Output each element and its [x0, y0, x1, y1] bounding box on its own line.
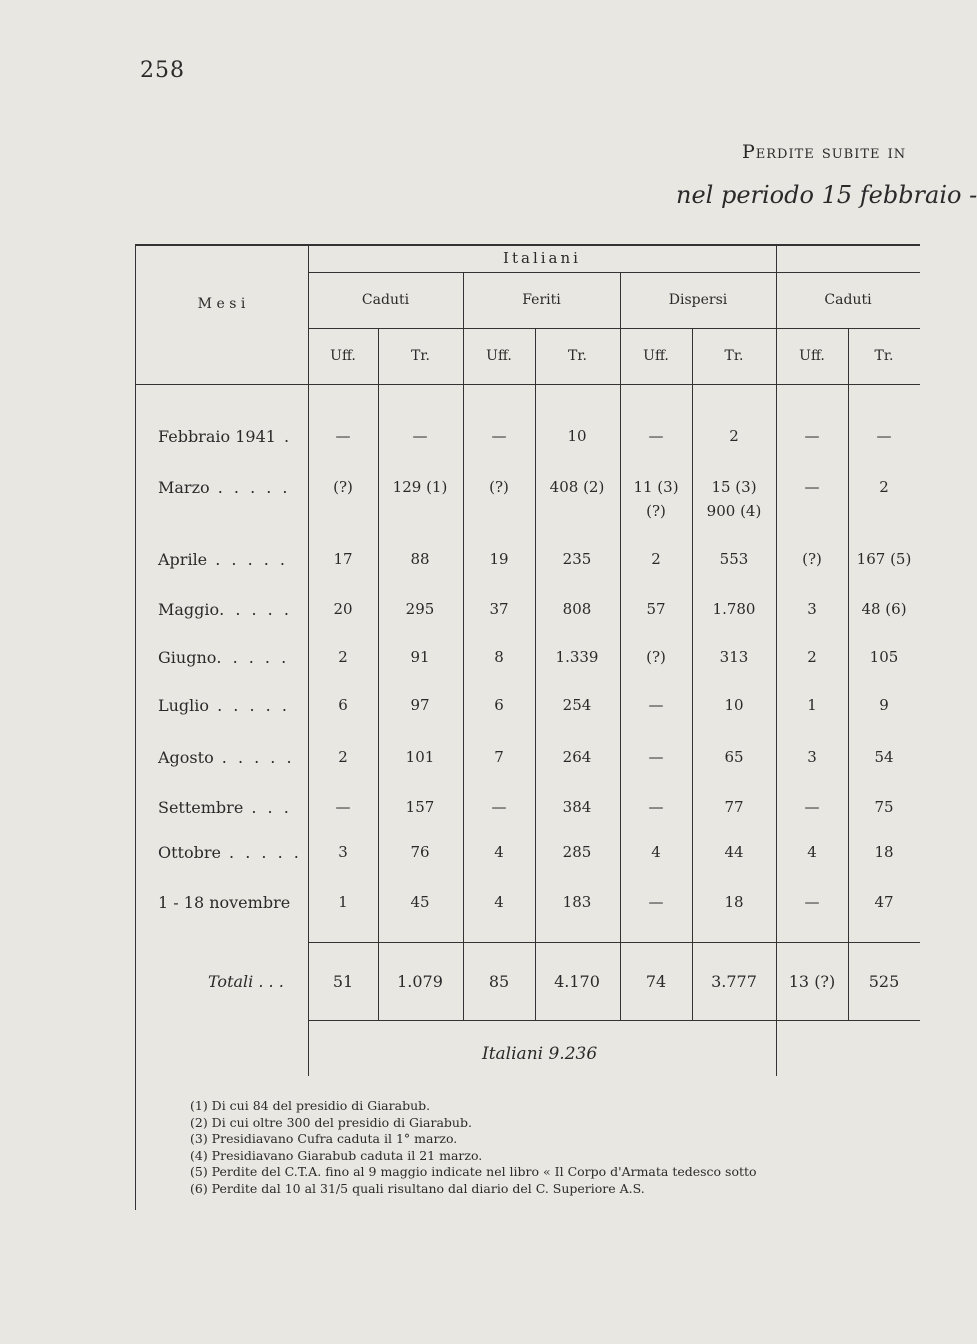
- table-cell-secondary: 900 (4): [706, 502, 762, 520]
- row-month-leader: . . . . .: [209, 478, 291, 497]
- header-tr: Tr.: [724, 348, 744, 364]
- page-title: Perdite subite in: [742, 141, 907, 163]
- header-rule-groups-right: [776, 272, 920, 273]
- table-cell: 4: [494, 843, 504, 861]
- header-caduti: Caduti: [361, 292, 410, 308]
- page-subtitle: nel periodo 15 febbraio -: [676, 181, 977, 209]
- table-cell: —: [491, 427, 507, 445]
- footnotes: [190, 1098, 920, 1197]
- table-cell: 2: [807, 648, 817, 666]
- table-cell: —: [804, 427, 820, 445]
- totals-cell: 4.170: [554, 972, 600, 991]
- row-month: [158, 648, 289, 667]
- row-month-label: Ottobre: [158, 843, 221, 862]
- totals-cell: 13 (?): [788, 972, 836, 991]
- table-cell: 65: [724, 748, 744, 766]
- table-cell: 553: [719, 550, 749, 568]
- table-cell: 76: [410, 843, 430, 861]
- table-cell: 129 (1): [392, 478, 448, 496]
- table-cell: 88: [410, 550, 430, 568]
- table-cell: 57: [646, 600, 666, 618]
- table-cell: 2: [729, 427, 739, 445]
- totals-rule: [308, 942, 920, 943]
- table-cell: 313: [719, 648, 749, 666]
- row-month-label: Maggio: [158, 600, 220, 619]
- table-cell: 157: [405, 798, 435, 816]
- footnote: (4) Presidiavano Giarabub caduta il 21 marzo.: [190, 1147, 483, 1163]
- table-cell: 7: [494, 748, 504, 766]
- table-cell: 1.339: [555, 648, 599, 666]
- column-rule-2: [378, 328, 379, 1020]
- table-cell: 295: [405, 600, 435, 618]
- table-cell-secondary: (?): [646, 502, 666, 520]
- column-rule-6: [692, 328, 693, 1020]
- totals-label: Totali . . .: [208, 972, 284, 991]
- row-month-leader: . . . . .: [219, 600, 292, 619]
- table-cell: 37: [489, 600, 509, 618]
- footnote: (2) Di cui oltre 300 del presidio di Giarabub.: [190, 1114, 472, 1130]
- totals-bottom-rule: [308, 1020, 920, 1021]
- table-cell: 6: [338, 696, 348, 714]
- row-month-leader: . . . . .: [220, 843, 302, 862]
- table-cell: —: [648, 696, 664, 714]
- row-month-label: Febbraio 1941: [158, 427, 276, 446]
- column-rule-8: [848, 328, 849, 1020]
- table-cell: 8: [494, 648, 504, 666]
- table-cell: 18: [724, 893, 744, 911]
- table-cell: —: [804, 478, 820, 496]
- table-cell: —: [804, 798, 820, 816]
- table-cell: 264: [562, 748, 592, 766]
- table-cell: 101: [405, 748, 435, 766]
- table-top-rule: [135, 244, 920, 246]
- table-cell: 17: [333, 550, 353, 568]
- table-cell: 75: [874, 798, 894, 816]
- header-tr: Tr.: [411, 348, 430, 364]
- row-month-label: Giugno: [158, 648, 217, 667]
- table-cell: 20: [333, 600, 353, 618]
- table-cell: 6: [494, 696, 504, 714]
- table-cell: —: [335, 798, 351, 816]
- table-cell: —: [648, 748, 664, 766]
- footnote: (6) Perdite dal 10 al 31/5 quali risultano dal diario del C. Superiore A.S.: [190, 1180, 645, 1196]
- row-month-label: Settembre: [158, 798, 244, 817]
- header-uff: Uff.: [330, 348, 356, 364]
- totals-cell: 74: [645, 972, 667, 991]
- table-cell: —: [876, 427, 892, 445]
- header-uff: Uff.: [799, 348, 825, 364]
- column-rule-3: [463, 272, 464, 1020]
- table-cell: —: [648, 798, 664, 816]
- row-month-label: Marzo: [158, 478, 210, 497]
- row-month: [158, 798, 292, 817]
- table-cell: 1: [338, 893, 348, 911]
- row-month: [158, 696, 290, 715]
- column-rule-7: [776, 244, 777, 1076]
- totals-cell: 1.079: [397, 972, 443, 991]
- table-cell: 254: [562, 696, 592, 714]
- table-cell: —: [491, 798, 507, 816]
- table-left-border: [135, 244, 136, 1210]
- row-month-leader: . . . . .: [216, 648, 290, 667]
- table-cell: 285: [562, 843, 592, 861]
- table-cell: 3: [807, 748, 817, 766]
- table-cell: 47: [874, 893, 894, 911]
- table-cell: 408 (2): [549, 478, 605, 496]
- table-cell: 384: [562, 798, 592, 816]
- table-cell: (?): [646, 648, 666, 666]
- table-cell: 183: [562, 893, 592, 911]
- table-cell: 1: [807, 696, 817, 714]
- row-month-leader: .: [275, 427, 293, 446]
- column-rule-1: [308, 244, 309, 1076]
- table-cell: (?): [489, 478, 509, 496]
- table-cell: 45: [410, 893, 430, 911]
- totals-cell: 3.777: [711, 972, 757, 991]
- table-cell: 44: [724, 843, 744, 861]
- header-uff: Uff.: [486, 348, 512, 364]
- table-cell: 11 (3): [633, 478, 679, 496]
- table-cell: 3: [338, 843, 348, 861]
- header-rule-groups: [308, 272, 776, 273]
- header-italiani: Italiani: [503, 249, 581, 267]
- row-month: [158, 843, 302, 862]
- header-tr: Tr.: [568, 348, 587, 364]
- table-cell: 2: [651, 550, 661, 568]
- header-uff: Uff.: [643, 348, 669, 364]
- table-cell: —: [648, 427, 664, 445]
- row-month-leader: . . . . .: [213, 748, 295, 767]
- footnote: (3) Presidiavano Cufra caduta il 1° marzo.: [190, 1131, 458, 1146]
- grand-total: Italiani 9.236: [482, 1044, 598, 1064]
- totals-cell: 85: [488, 972, 510, 991]
- header-dispersi: Dispersi: [668, 292, 728, 308]
- row-month: [158, 478, 291, 497]
- table-cell: 10: [724, 696, 744, 714]
- table-cell: —: [648, 893, 664, 911]
- header-caduti-2: Caduti: [824, 292, 872, 308]
- table-cell: 54: [874, 748, 894, 766]
- table-cell: 18: [874, 843, 894, 861]
- table-cell: (?): [802, 550, 822, 568]
- row-month-leader: . . .: [243, 798, 292, 817]
- totals-cell: 525: [868, 972, 900, 991]
- table-cell: 4: [494, 893, 504, 911]
- column-rule-4: [535, 328, 536, 1020]
- row-month-leader: . . . . .: [207, 550, 289, 569]
- footnote: (1) Di cui 84 del presidio di Giarabub.: [190, 1098, 431, 1113]
- row-month-label: Luglio: [158, 696, 210, 715]
- table-cell: 4: [651, 843, 661, 861]
- table-cell: 3: [807, 600, 817, 618]
- header-mesi: M e s i: [197, 296, 246, 312]
- table-cell: 235: [562, 550, 592, 568]
- table-cell: 77: [724, 798, 744, 816]
- table-cell: 19: [489, 550, 509, 568]
- row-month-label: 1 - 18 novembre: [158, 893, 291, 912]
- table-cell: (?): [333, 478, 353, 496]
- table-cell: 97: [410, 696, 430, 714]
- header-bottom-rule: [135, 384, 920, 385]
- row-month-label: Agosto: [158, 748, 214, 767]
- table-cell: 2: [338, 648, 348, 666]
- footnote: (5) Perdite del C.T.A. fino al 9 maggio indicate nel libro « Il Corpo d'Armata tedesco sotto: [190, 1164, 757, 1179]
- header-tr: Tr.: [874, 348, 894, 364]
- table-cell: 2: [338, 748, 348, 766]
- row-month: [158, 893, 290, 912]
- header-rule-subgroups: [308, 328, 920, 329]
- column-rule-5: [620, 272, 621, 1020]
- row-month: [158, 748, 295, 767]
- table-cell: —: [335, 427, 351, 445]
- table-cell: 91: [410, 648, 430, 666]
- table-cell: 2: [879, 478, 889, 496]
- table-cell: 105: [869, 648, 899, 666]
- table-cell: 808: [562, 600, 592, 618]
- table-cell: 10: [567, 427, 587, 445]
- row-month: [158, 600, 292, 619]
- row-month: [158, 550, 288, 569]
- table-cell: —: [412, 427, 428, 445]
- page-number: 258: [140, 58, 185, 83]
- table-cell: 15 (3): [711, 478, 757, 496]
- totals-cell: 51: [332, 972, 354, 991]
- table-cell: 167 (5): [856, 550, 912, 568]
- row-month-leader: . . . . .: [209, 696, 290, 715]
- row-month: [158, 427, 292, 446]
- row-month-label: Aprile: [158, 550, 208, 569]
- table-cell: —: [804, 893, 820, 911]
- header-feriti: Feriti: [522, 292, 561, 308]
- table-cell: 9: [879, 696, 889, 714]
- table-cell: 4: [807, 843, 817, 861]
- table-cell: 48 (6): [861, 600, 907, 618]
- table-cell: 1.780: [712, 600, 756, 618]
